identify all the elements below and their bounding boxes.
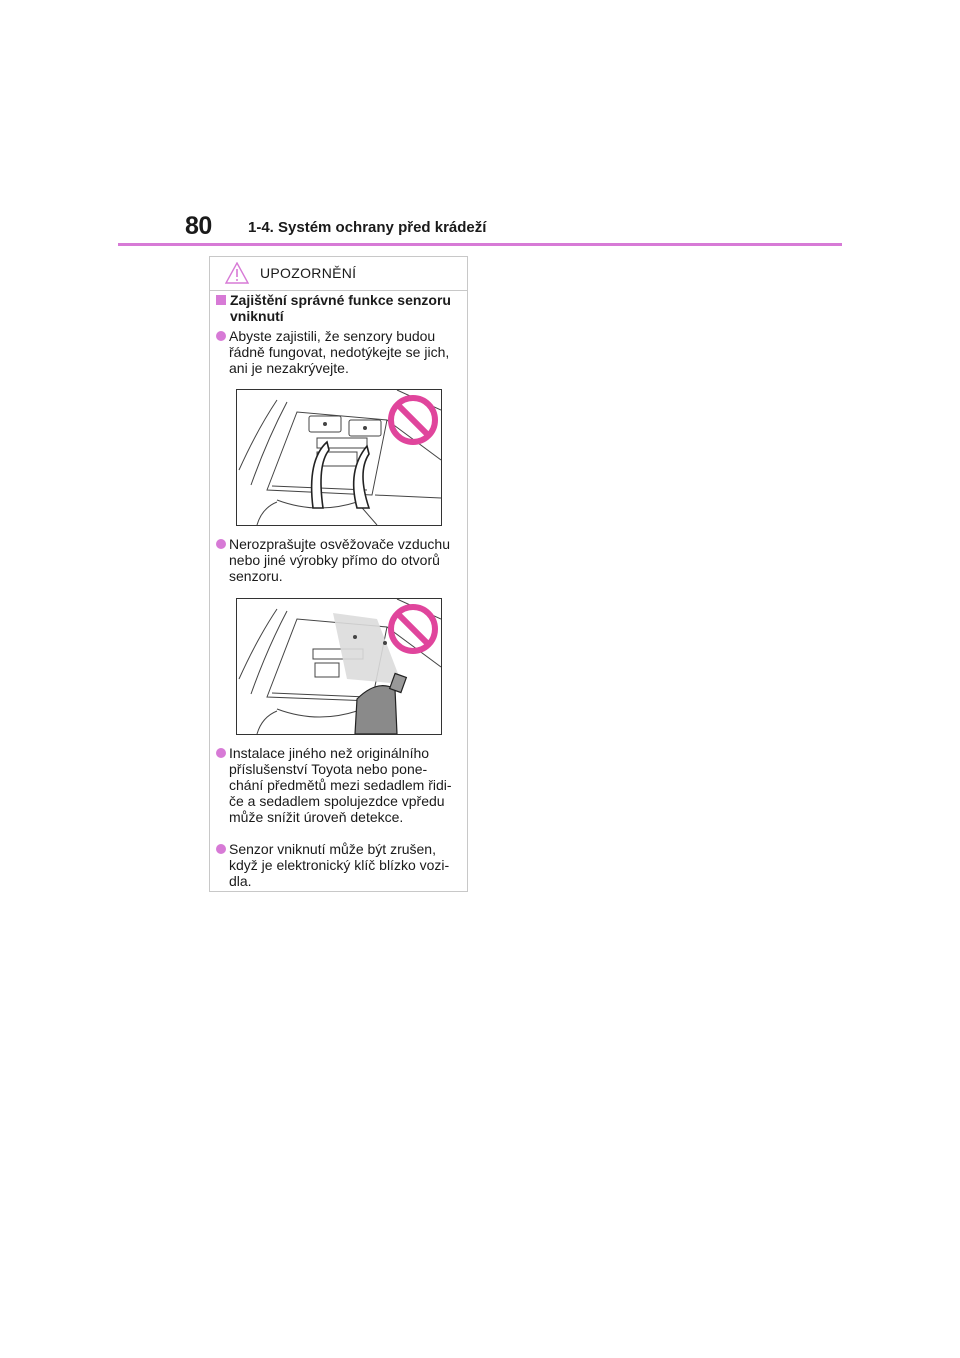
bullet-icon bbox=[216, 844, 226, 854]
header-rule bbox=[118, 243, 842, 246]
section-heading-text: Zajištění správné funkce senzoru vniknutí bbox=[230, 292, 451, 324]
list-item-text: Senzor vniknutí může být zrušen, když je elektronický klíč blízko vozi- dla. bbox=[229, 841, 450, 889]
warning-box bbox=[209, 256, 468, 892]
bullet-icon bbox=[216, 748, 226, 758]
prohibited-icon bbox=[391, 607, 435, 651]
section-heading bbox=[216, 292, 461, 324]
illustration-spray-sensor bbox=[236, 598, 442, 735]
bullet-icon bbox=[216, 331, 226, 341]
sensor-touch-drawing bbox=[237, 390, 441, 525]
list-item-text: Nerozprašujte osvěžovače vzduchu nebo jiné výrobky přímo do otvorů senzoru. bbox=[229, 536, 451, 584]
prohibited-icon bbox=[391, 398, 435, 442]
list-item-text: Abyste zajistili, že senzory budou řádně fungovat, nedotýkejte se jich, ani je nezakrývejte. bbox=[229, 328, 450, 376]
sensor-spray-drawing bbox=[237, 599, 441, 734]
page-number: 80 bbox=[185, 212, 212, 240]
warning-header bbox=[210, 257, 467, 291]
section-title: 1-4. Systém ochrany před krádeží bbox=[248, 219, 487, 236]
warning-triangle-icon bbox=[225, 262, 249, 284]
list-item-text: Instalace jiného než originálního příslušenství Toyota nebo pone- chání předmětů mezi sedadlem řidi- če a sedadlem spolujezdce vpředu může snížit úroveň detekce. bbox=[229, 745, 452, 825]
warning-title: UPOZORNĚNÍ bbox=[260, 265, 357, 281]
bullet-icon bbox=[216, 539, 226, 549]
square-bullet-icon bbox=[216, 295, 226, 305]
illustration-touch-sensor bbox=[236, 389, 442, 526]
